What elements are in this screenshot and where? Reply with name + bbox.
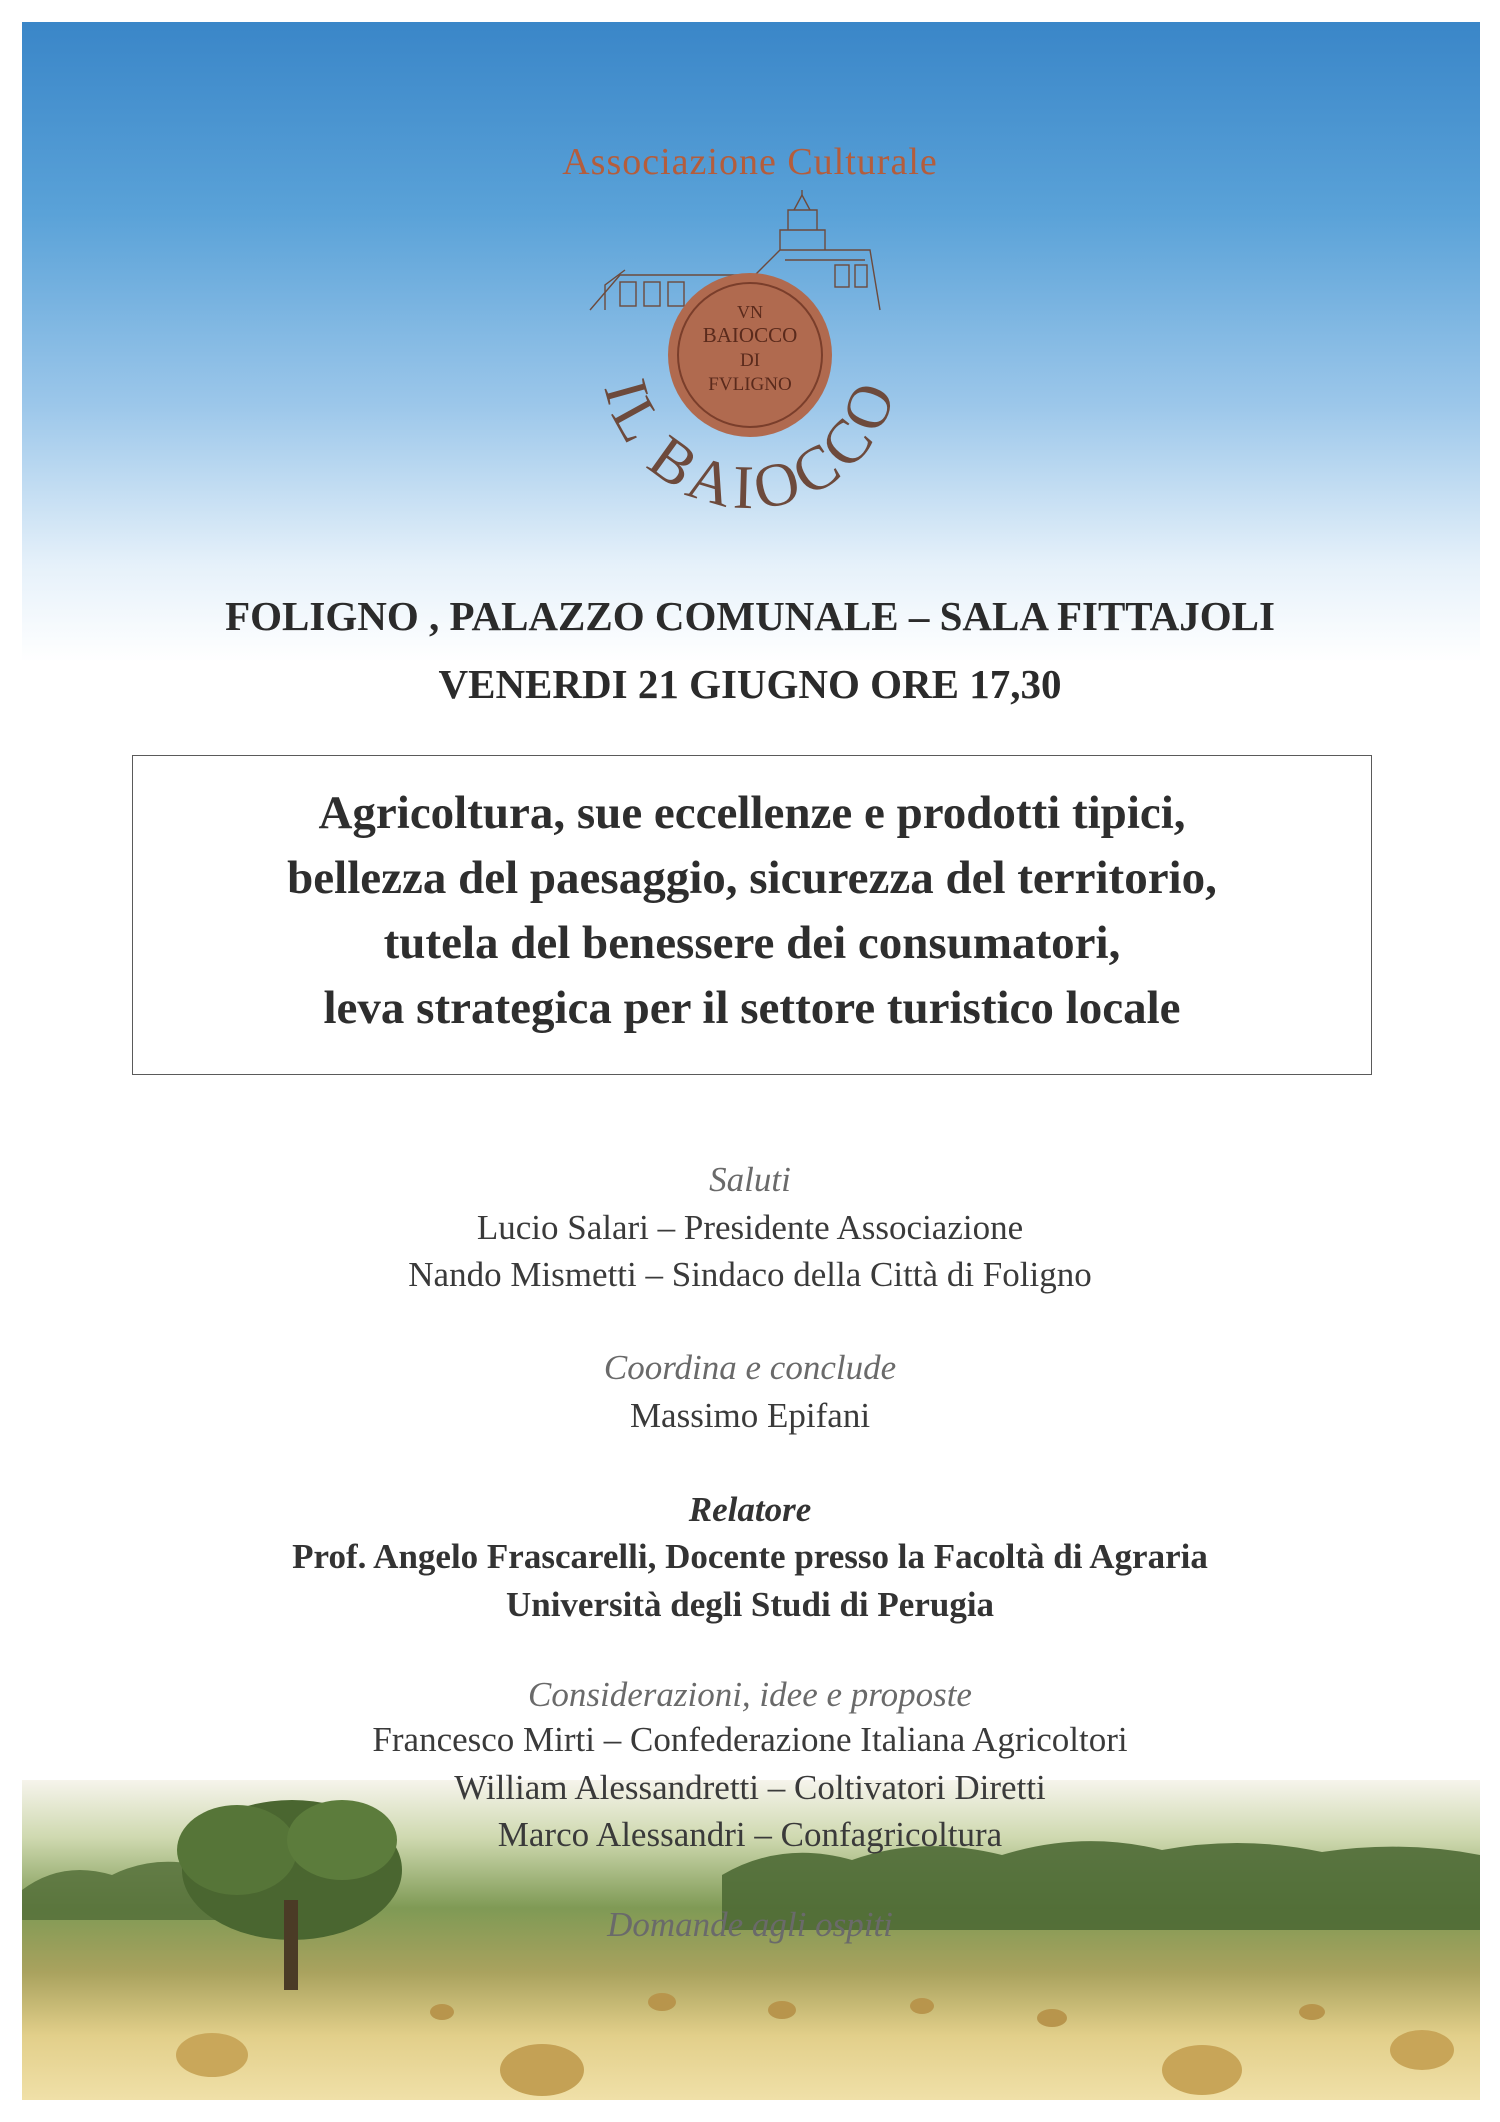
saluti-speaker-2: Nando Mismetti – Sindaco della Città di Foligno (408, 1255, 1092, 1294)
title-line-3: tutela del benessere dei consumatori, (383, 917, 1121, 969)
section-relatore-label: Relatore (688, 1490, 812, 1529)
section-coordina-label: Coordina e conclude (603, 1348, 897, 1387)
considerazioni-speaker-3: Marco Alessandri – Confagricoltura (497, 1815, 1003, 1854)
event-datetime: VENERDI 21 GIUGNO ORE 17,30 (438, 661, 1062, 707)
domande-label: Domande agli ospiti (607, 1905, 893, 1944)
coin-text-2: BAIOCCO (702, 323, 798, 347)
coin-text-4: FVLIGNO (708, 374, 792, 395)
association-name: Associazione Culturale (562, 141, 938, 183)
title-box (132, 755, 1372, 1075)
section-saluti-label: Saluti (709, 1160, 791, 1199)
logo-name: IL BAIOCCO (590, 368, 911, 524)
relatore-speaker-2: Università degli Studi di Perugia (505, 1585, 995, 1624)
coordina-speaker: Massimo Epifani (629, 1396, 871, 1435)
saluti-speaker-1: Lucio Salari – Presidente Associazione (476, 1208, 1024, 1247)
considerazioni-speaker-1: Francesco Mirti – Confederazione Italiana Agricoltori (372, 1720, 1128, 1759)
il-baiocco-logo (580, 190, 920, 550)
considerazioni-speaker-2: William Alessandretti – Coltivatori Diretti (454, 1768, 1046, 1807)
coin-text-1: VN (737, 302, 763, 322)
event-venue: FOLIGNO , PALAZZO COMUNALE – SALA FITTAJOLI (225, 593, 1275, 639)
title-line-1: Agricoltura, sue eccellenze e prodotti tipici, (318, 787, 1186, 839)
relatore-speaker-1: Prof. Angelo Frascarelli, Docente presso la Facoltà di Agraria (292, 1537, 1208, 1576)
coin-text-3: DI (739, 350, 761, 371)
title-line-2: bellezza del paesaggio, sicurezza del territorio, (287, 852, 1217, 904)
title-line-4: leva strategica per il settore turistico locale (323, 982, 1181, 1034)
section-considerazioni-label: Considerazioni, idee e proposte (528, 1675, 972, 1714)
